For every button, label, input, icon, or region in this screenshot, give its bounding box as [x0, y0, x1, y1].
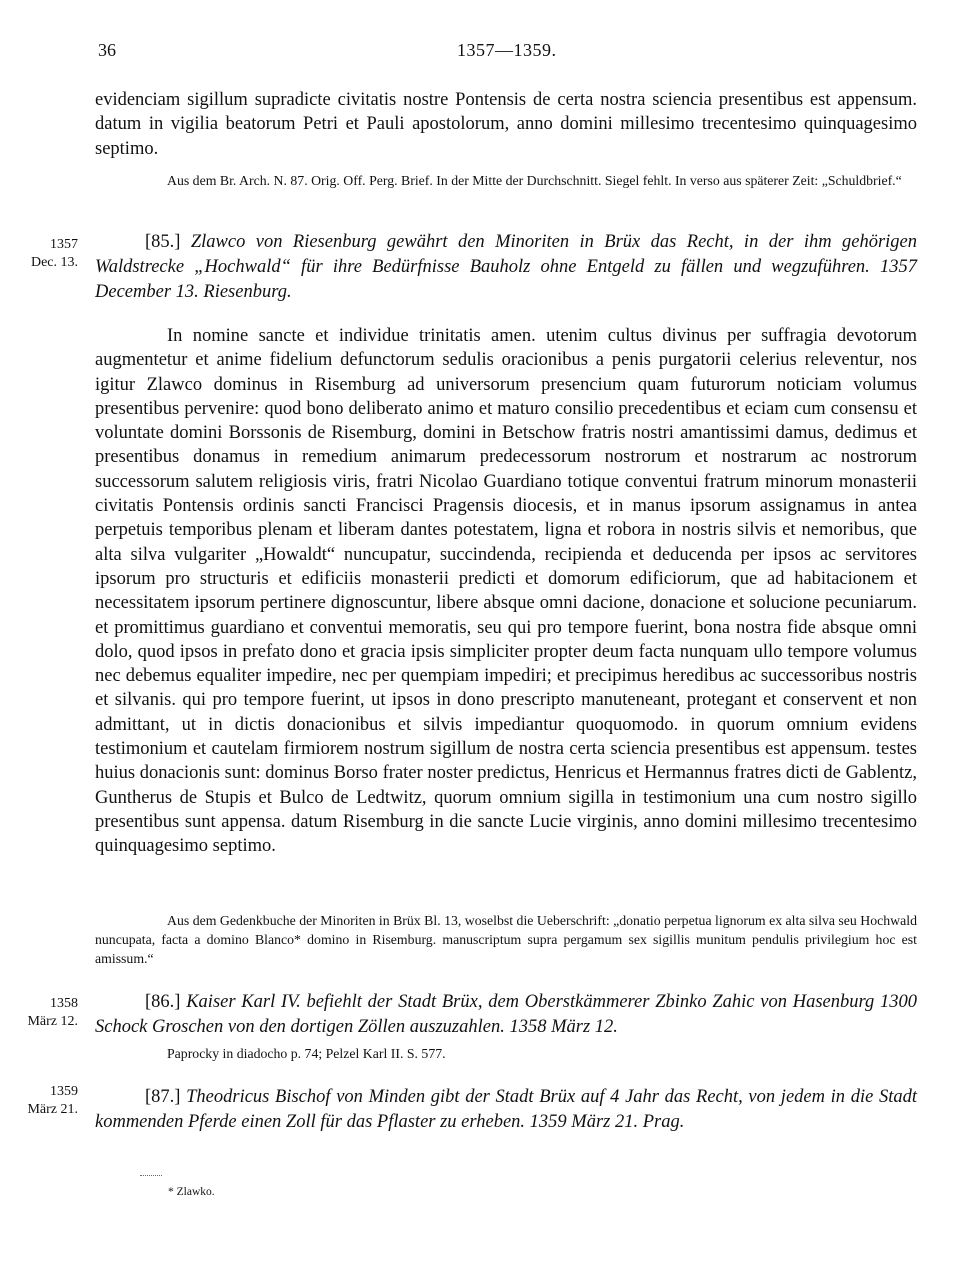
margin-year: 1359 — [50, 1084, 78, 1099]
margin-day: März 21. — [27, 1102, 78, 1117]
margin-date-87 — [10, 1083, 78, 1119]
regest-86 — [95, 990, 917, 1040]
document-number: [85.] — [145, 232, 181, 252]
margin-year: 1357 — [50, 237, 78, 252]
continued-charter-text: evidenciam sigillum supradicte civitatis nostre Pontensis de certa nostra sciencia presentibus est appensum. datum in vigilia beatorum Petri et Pauli apostolorum, anno domini millesimo trecentesimo quinquagesimo septimo. — [95, 90, 917, 159]
document-number: [87.] — [145, 1087, 181, 1107]
regest-text: Zlawco von Riesenburg gewährt den Minoriten in Brüx das Recht, in der ihm gehörigen Waldstrecke „Hochwald“ für ihre Bedürfnisse Bauholz ohne Entgeld zu fällen und wegzuführen. 1357 December 13. Riesenburg. — [95, 232, 917, 302]
regest-text: Kaiser Karl IV. befiehlt der Stadt Brüx, dem Oberstkämmerer Zbinko Zahic von Hasenburg 1300 Schock Groschen von den dortigen Zöllen auszuzahlen. 1358 März 12. — [95, 992, 917, 1037]
footnote-rule — [140, 1175, 162, 1176]
regest-87 — [95, 1085, 917, 1135]
margin-date-86 — [10, 995, 78, 1031]
margin-year: 1358 — [50, 996, 78, 1011]
margin-day: Dec. 13. — [30, 255, 78, 270]
document-number: [86.] — [145, 992, 181, 1012]
footnote: * Zlawko. — [168, 1186, 215, 1198]
page-header-years: 1357—1359. — [457, 40, 557, 60]
charter-text-85: In nomine sancte et individue trinitatis amen. utenim cultus divinus per suffragia devotorum augmentetur et anime fidelium defunctorum sedulis oracionibus a penis purgatorii celerius releventur, nos igitur Zlawco dominus in Risemburg ad universorum presencium quam futurorum noticiam volumus presentibus pervenire: quod bono deliberato animo et maturo consilio precedentibus et eciam cum consensu et voluntate domini Borssonis de Risemburg, domini in Betschow fratris nostri amantissimi damus, dedimus et presentibus donamus in remedium animarum predecessorum nostrorum et nostrarum ac nostrorum successorum salutem religiosis viris, fratri Nicolao Guardiano totique conventui fratrum minorum monasterii civitatis Pontensis ordinis sancti Francisci Pragensis diocesis, et in manus ipsorum assignamus in antea perpetuis temporibus plenam et liberam dantes potestatem, ligna et robora in nostris silvis et nemoribus, que alta silva vulgariter „Howaldt“ nuncupatur, succindenda, recipienda et deducenda per ipsos ac servitores ipsorum pro structuris et edificiis monasterii predicti et domorum edificiorum, que ad habitacionem et necessitatem ipsorum pertinere dignoscuntur, libere absque omni dacione, donacione et solucione pecuniarum. et promittimus guardiano et conventui memoratis, seu qui pro tempore fuerint, bona nostra fide absque omni dolo, quod ipsos in prefato dono et gracia ipsis simpliciter propter deum facta nunquam ullo tempore volumus nec debemus equaliter impedire, nec per quempiam impediri; et precipimus heredibus ac successoribus nostris et silvanis. qui pro tempore fuerint, ut ipsos in dono prescripto manuteneant, protegant et conservent et non admittant, ut in dictis donacionibus et silvis impediantur quoquomodo. in quorum omnium evidens testimonium et cautelam firmiorem nostrum sigillum de nostra certa sciencia presentibus est appensum. testes huius donacionis sunt: dominus Borso frater noster predictus, Henricus et Hermannus fratres dicti de Gablentz, Guntherus de Stupis et Bulco de Ledtwitz, quorum omnium sigilla in testimonium una cum nostro sigillo presentibus sunt appensa. datum Risemburg in die sancte Lucie virginis, anno domini millesimo trecentesimo quinquagesimo septimo. — [95, 326, 917, 857]
source-note-85: Aus dem Gedenkbuche der Minoriten in Brüx Bl. 13, woselbst die Ueberschrift: „donatio perpetua lignorum ex alta silva seu Hochwald nuncupata, facta a domino Blanco* domino in Risemburg. manuscriptum supra pergamum sex sigillis munitum pendulis privilegium hoc est amissum.“ — [95, 913, 917, 966]
source-note-86: Paprocky in diadocho p. 74; Pelzel Karl II. S. 577. — [167, 1046, 446, 1061]
regest-text: Theodricus Bischof von Minden gibt der Stadt Brüx auf 4 Jahr das Recht, von jedem in die Stadt kommenden Pferde einen Zoll für das Pflaster zu erheben. 1359 März 21. Prag. — [95, 1087, 917, 1132]
regest-85 — [95, 230, 917, 305]
margin-day: März 12. — [27, 1014, 78, 1029]
source-note-84: Aus dem Br. Arch. N. 87. Orig. Off. Perg. Brief. In der Mitte der Durchschnitt. Siegel fehlt. In verso aus späterer Zeit: „Schuldbrief.“ — [167, 173, 902, 188]
margin-date-85 — [10, 236, 78, 272]
page-number: 36 — [98, 40, 116, 60]
